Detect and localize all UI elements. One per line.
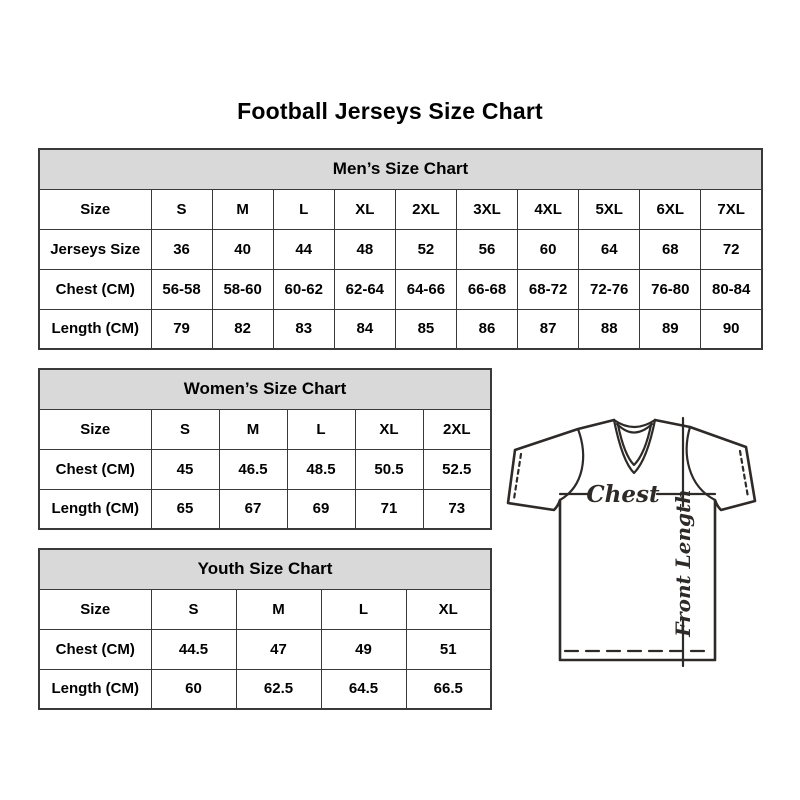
value-cell: 50.5 [355,449,423,489]
value-cell: 60-62 [273,269,334,309]
value-cell: 52 [395,229,456,269]
value-cell: 64 [579,229,640,269]
value-cell: 82 [212,309,273,349]
value-cell: 66-68 [456,269,517,309]
value-cell: 88 [579,309,640,349]
table-row [39,269,762,309]
value-cell: 40 [212,229,273,269]
value-cell: 64.5 [321,669,406,709]
value-cell: 58-60 [212,269,273,309]
value-cell: 68-72 [518,269,579,309]
table-row [39,189,762,229]
row-label: Length (CM) [39,309,151,349]
value-cell: 72-76 [579,269,640,309]
value-cell: 87 [518,309,579,349]
size-cell: S [151,189,212,229]
size-cell: XL [406,589,491,629]
value-cell: 48.5 [287,449,355,489]
value-cell: 47 [236,629,321,669]
size-cell: 3XL [456,189,517,229]
value-cell: 52.5 [423,449,491,489]
page-title: Football Jerseys Size Chart [237,98,543,124]
youth-size-table [38,548,492,710]
value-cell: 60 [518,229,579,269]
row-label: Jerseys Size [39,229,151,269]
value-cell: 76-80 [640,269,701,309]
value-cell: 56 [456,229,517,269]
value-cell: 44 [273,229,334,269]
value-cell: 66.5 [406,669,491,709]
value-cell: 36 [151,229,212,269]
size-cell: S [151,589,236,629]
size-cell: 4XL [518,189,579,229]
mens-table-title: Men’s Size Chart [39,149,762,189]
size-cell: 6XL [640,189,701,229]
value-cell: 51 [406,629,491,669]
womens-size-table [38,368,492,530]
value-cell: 60 [151,669,236,709]
table-row [39,669,491,709]
value-cell: 65 [151,489,219,529]
womens-header-row [39,369,491,409]
value-cell: 67 [219,489,287,529]
size-cell: L [321,589,406,629]
table-row [39,629,491,669]
mens-size-table [38,148,763,350]
value-cell: 72 [701,229,762,269]
row-label: Chest (CM) [39,449,151,489]
row-label: Size [39,409,151,449]
table-row [39,229,762,269]
value-cell: 62-64 [334,269,395,309]
right-armhole-seam [687,427,715,500]
jersey-measurement-diagram [502,408,766,676]
value-cell: 90 [701,309,762,349]
value-cell: 84 [334,309,395,349]
row-label: Size [39,589,151,629]
value-cell: 73 [423,489,491,529]
left-armhole-seam [560,429,583,500]
value-cell: 85 [395,309,456,349]
size-cell: 2XL [395,189,456,229]
value-cell: 49 [321,629,406,669]
value-cell: 80-84 [701,269,762,309]
size-cell: M [219,409,287,449]
size-cell: XL [334,189,395,229]
value-cell: 48 [334,229,395,269]
size-cell: 5XL [579,189,640,229]
table-row [39,489,491,529]
size-cell: S [151,409,219,449]
size-cell: 7XL [701,189,762,229]
value-cell: 68 [640,229,701,269]
row-label: Length (CM) [39,669,151,709]
womens-table-title: Women’s Size Chart [39,369,491,409]
value-cell: 83 [273,309,334,349]
value-cell: 46.5 [219,449,287,489]
value-cell: 45 [151,449,219,489]
size-cell: XL [355,409,423,449]
table-row [39,409,491,449]
table-row [39,589,491,629]
youth-header-row [39,549,491,589]
size-cell: M [236,589,321,629]
value-cell: 44.5 [151,629,236,669]
size-cell: 2XL [423,409,491,449]
size-cell: L [273,189,334,229]
front-length-label: Front Length [671,489,695,637]
chest-label: Chest [586,481,660,508]
value-cell: 64-66 [395,269,456,309]
value-cell: 89 [640,309,701,349]
value-cell: 69 [287,489,355,529]
jersey-outline-icon [502,408,766,676]
value-cell: 86 [456,309,517,349]
row-label: Length (CM) [39,489,151,529]
row-label: Size [39,189,151,229]
value-cell: 71 [355,489,423,529]
collar-v-inner [618,425,651,465]
jersey-body-outline [508,420,755,660]
mens-header-row [39,149,762,189]
youth-table-title: Youth Size Chart [39,549,491,589]
value-cell: 79 [151,309,212,349]
left-cuff-dashed-line [514,454,521,499]
value-cell: 56-58 [151,269,212,309]
size-cell: M [212,189,273,229]
row-label: Chest (CM) [39,629,151,669]
table-row [39,309,762,349]
value-cell: 62.5 [236,669,321,709]
row-label: Chest (CM) [39,269,151,309]
table-row [39,449,491,489]
size-cell: L [287,409,355,449]
